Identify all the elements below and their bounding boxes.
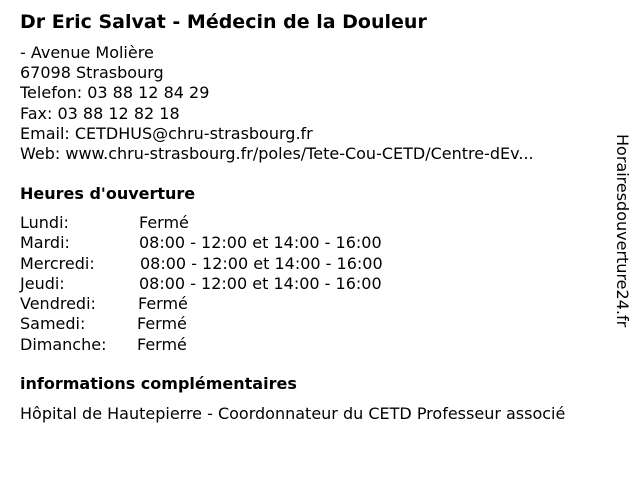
day-label: Mercredi: <box>20 253 95 273</box>
contact-block <box>20 43 534 164</box>
day-label: Vendredi: <box>20 294 96 314</box>
hours-value: 08:00 - 12:00 et 14:00 - 16:00 <box>139 273 382 293</box>
day-label: Samedi: <box>20 314 86 334</box>
hours-value: Fermé <box>138 294 188 314</box>
day-label: Jeudi: <box>20 273 65 293</box>
opening-hours-heading: Heures d'ouverture <box>20 184 196 203</box>
fax-number: Fax: 03 88 12 82 18 <box>20 103 180 123</box>
hours-value: 08:00 - 12:00 et 14:00 - 16:00 <box>139 233 382 253</box>
page-title: Dr Eric Salvat - Médecin de la Douleur <box>20 11 427 33</box>
website-link[interactable]: Web: www.chru-strasbourg.fr/poles/Tete-Cou-CETD/Centre-dEv... <box>20 143 534 163</box>
address-street: - Avenue Molière <box>20 43 154 62</box>
site-watermark: Horairesdouverture24.fr <box>613 134 632 328</box>
day-label: Lundi: <box>20 213 69 232</box>
hours-value: Fermé <box>139 213 189 232</box>
day-label: Mardi: <box>20 233 70 253</box>
additional-info-text: Hôpital de Hautepierre - Coordonnateur du CETD Professeur associé <box>20 404 566 423</box>
email-address[interactable]: Email: CETDHUS@chru-strasbourg.fr <box>20 123 313 143</box>
address-city: 67098 Strasbourg <box>20 63 164 83</box>
hours-value: 08:00 - 12:00 et 14:00 - 16:00 <box>140 253 383 273</box>
hours-value: Fermé <box>137 334 187 354</box>
day-label: Dimanche: <box>20 334 107 354</box>
additional-info-heading: informations complémentaires <box>20 374 297 393</box>
phone-number[interactable]: Telefon: 03 88 12 84 29 <box>20 83 210 103</box>
hours-value: Fermé <box>137 314 187 334</box>
